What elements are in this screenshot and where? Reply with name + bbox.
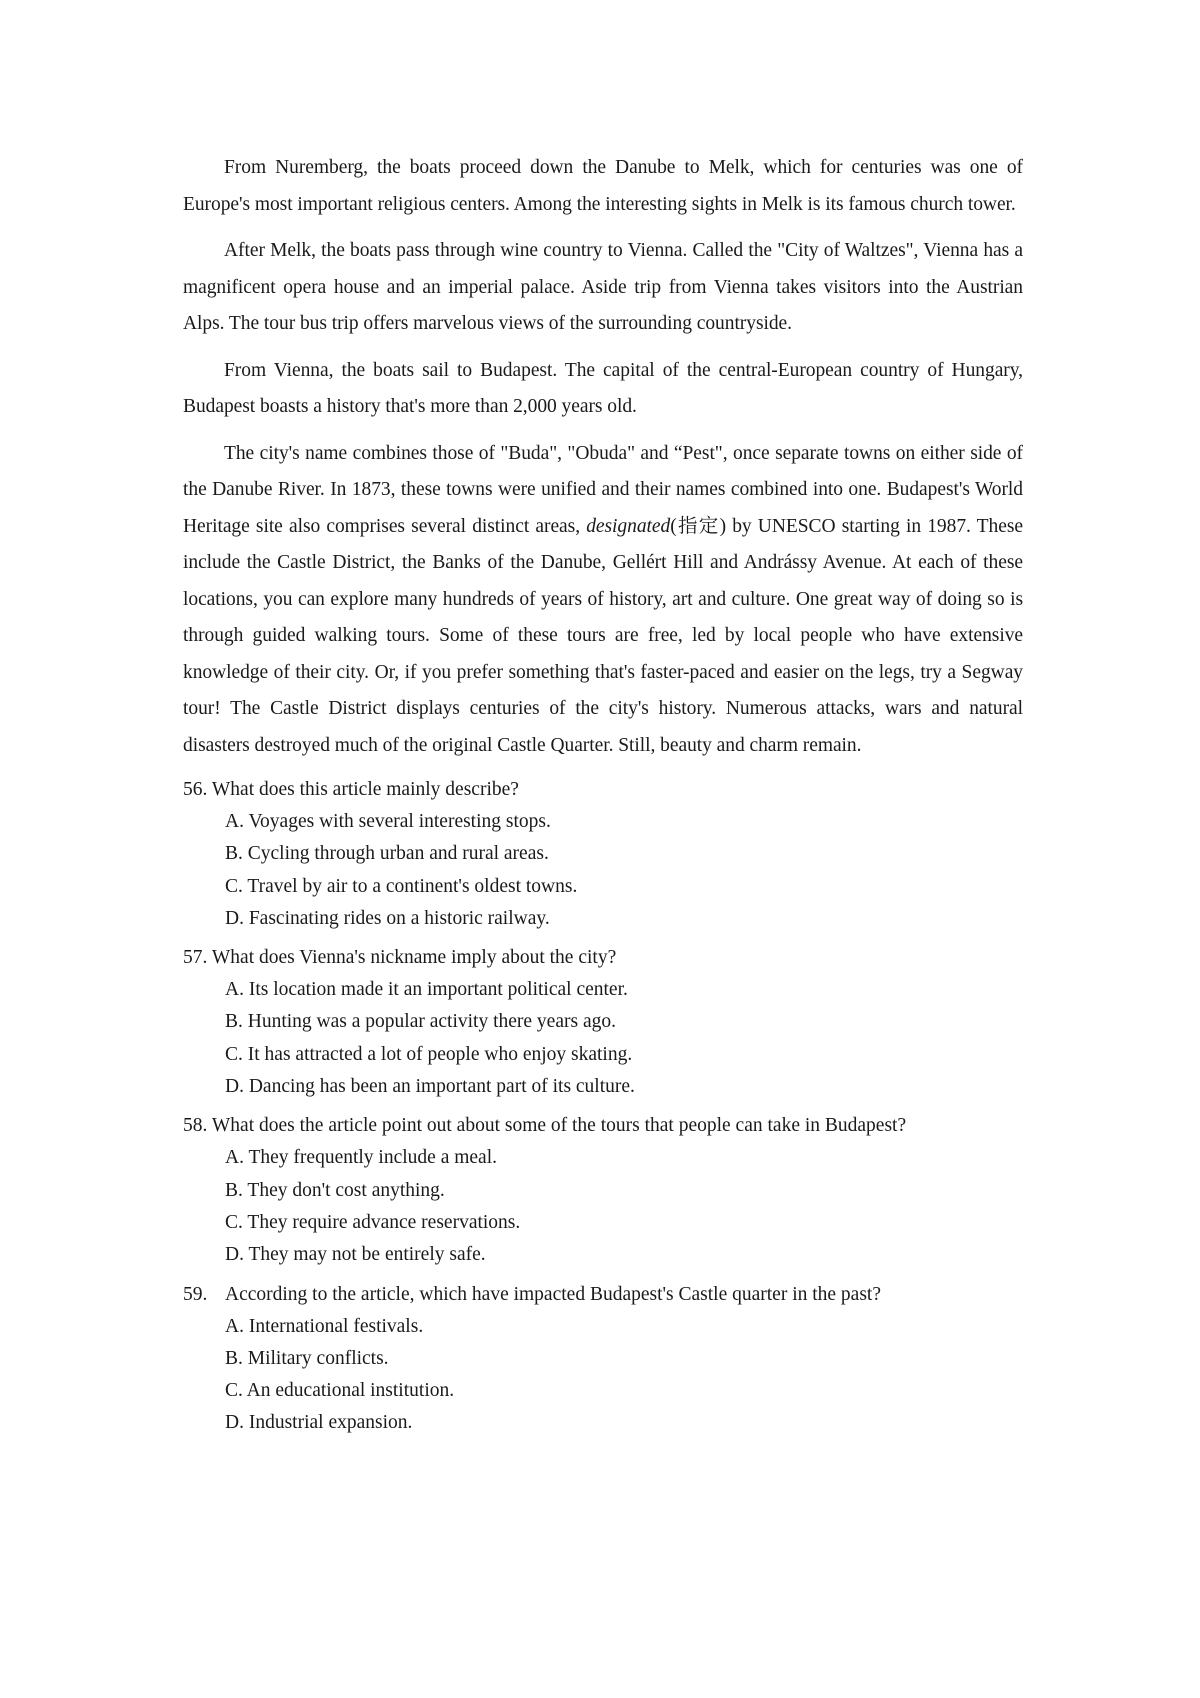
question-number: 59. — [183, 1283, 208, 1305]
question-number: 57. — [183, 947, 208, 969]
option-b[interactable]: B. Military conflicts. — [225, 1347, 389, 1369]
passage-paragraph-vienna: After Melk, the boats pass through wine country to Vienna. Called the "City of Waltzes", Vienna has a magnificent opera house and an imperial palace. Aside trip from Vienna takes visitors into the Austrian Alps. The tour bus trip offers marvelous views of the surrounding countryside. — [183, 240, 1023, 334]
question-number: 58. — [183, 1115, 208, 1137]
question-stem — [183, 942, 1023, 974]
questions-section — [183, 774, 1023, 1440]
option-c[interactable]: C. An educational institution. — [225, 1380, 455, 1402]
option-a[interactable]: A. International festivals. — [225, 1315, 424, 1337]
option-b[interactable]: B. Cycling through urban and rural areas. — [225, 843, 549, 865]
passage-paragraph-budapest-history — [183, 436, 1023, 765]
question-stem — [183, 1279, 1023, 1311]
passage-paragraph-melk: From Nuremberg, the boats proceed down the Danube to Melk, which for centuries was one of Europe's most important religious centers. Among the interesting sights in Melk is its famous church tower. — [183, 157, 1023, 215]
option-d[interactable]: D. They may not be entirely safe. — [225, 1244, 486, 1266]
option-c[interactable]: C. It has attracted a lot of people who enjoy skating. — [225, 1043, 633, 1065]
paragraph-text-after: by UNESCO starting in 1987. These include the Castle District, the Banks of the Danube, Gellért Hill and Andrássy Avenue. At each of these locations, you can explore many hundreds of years of history, art and culture. One great way of doing so is through guided walking tours. Some of these tours are free, led by local people who have extensive knowledge of their city. Or, if you prefer something that's faster-paced and easier on the legs, try a Segway tour! The Castle District displays centuries of the city's history. Numerous attacks, wars and natural disasters destroyed much of the original Castle Quarter. Still, beauty and charm remain. — [183, 515, 1023, 756]
question-56 — [183, 774, 1023, 935]
option-d[interactable]: D. Dancing has been an important part of its culture. — [225, 1076, 635, 1098]
passage-paragraph-budapest: From Vienna, the boats sail to Budapest. The capital of the central-European country of Hungary, Budapest boasts a history that's more than 2,000 years old. — [183, 359, 1023, 417]
document-page — [183, 150, 1023, 1447]
question-number: 56. — [183, 779, 208, 800]
question-text: What does the article point out about some of the tours that people can take in Budapest? — [211, 1115, 907, 1137]
question-text: What does this article mainly describe? — [211, 779, 519, 800]
vocabulary-word: designated — [586, 515, 671, 537]
question-58 — [183, 1110, 1023, 1271]
reading-passage — [183, 150, 1023, 764]
option-b[interactable]: B. Hunting was a popular activity there years ago. — [225, 1011, 616, 1033]
question-57 — [183, 942, 1023, 1103]
answer-options — [183, 1311, 1023, 1440]
answer-options — [183, 806, 1023, 935]
option-d[interactable]: D. Industrial expansion. — [225, 1412, 413, 1434]
option-c[interactable]: C. They require advance reservations. — [225, 1211, 521, 1233]
option-b[interactable]: B. They don't cost anything. — [225, 1179, 445, 1201]
answer-options — [183, 1142, 1023, 1271]
question-stem — [183, 774, 1023, 806]
vocabulary-gloss: (指定) — [670, 515, 727, 537]
option-a[interactable]: A. They frequently include a meal. — [225, 1147, 498, 1169]
option-c[interactable]: C. Travel by air to a continent's oldest towns. — [225, 875, 578, 897]
option-a[interactable]: A. Its location made it an important political center. — [225, 979, 628, 1001]
question-stem — [183, 1110, 1023, 1142]
question-text: According to the article, which have impacted Budapest's Castle quarter in the past? — [225, 1283, 882, 1305]
option-d[interactable]: D. Fascinating rides on a historic railway. — [225, 907, 550, 929]
option-a[interactable]: A. Voyages with several interesting stops. — [225, 811, 551, 832]
paragraph-text-before: The city's name combines those of "Buda", "Obuda" and “Pest", once separate towns on either side of the Danube River. In 1873, these towns were unified and their names combined into one. Budapest's World Heritage site also comprises several distinct areas, — [183, 442, 1023, 537]
question-59 — [183, 1279, 1023, 1440]
question-text: What does Vienna's nickname imply about the city? — [211, 947, 617, 969]
answer-options — [183, 974, 1023, 1103]
